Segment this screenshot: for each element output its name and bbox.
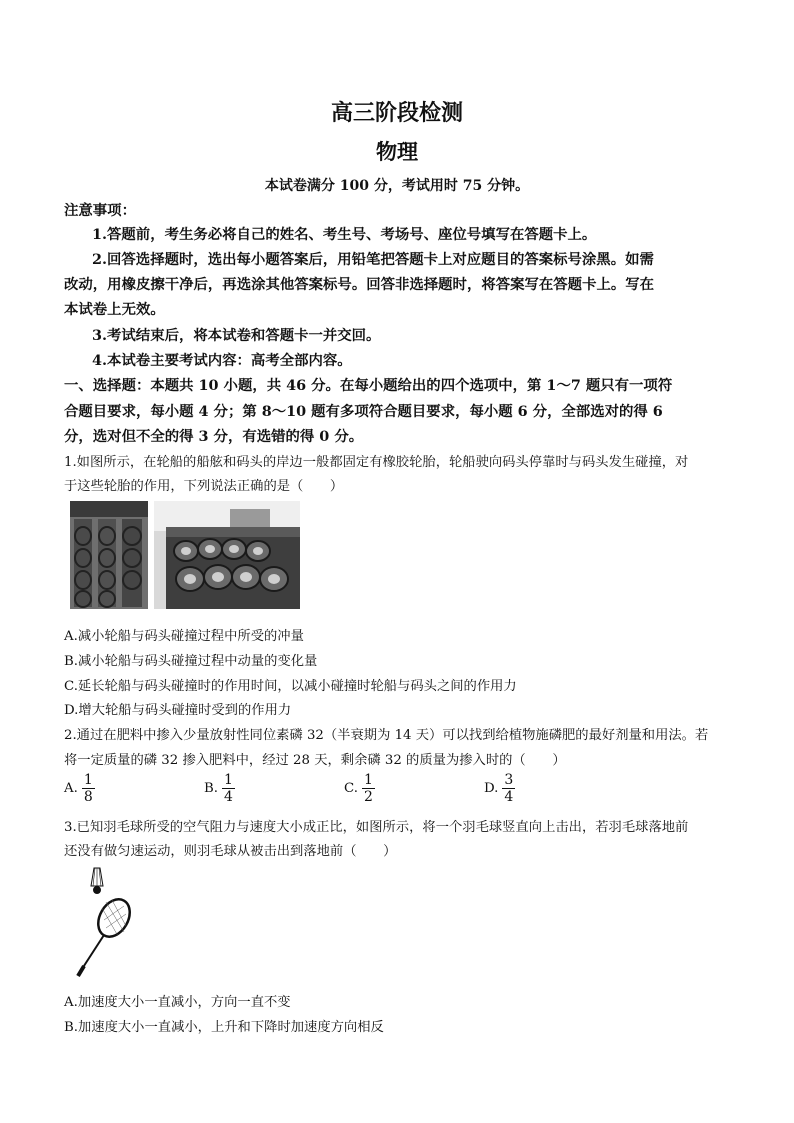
section-instruction: 分，选对但不全的得 3 分，有选错的得 0 分。	[64, 428, 364, 445]
note-line: 1.答题前，考生务必将自己的姓名、考生号、考场号、座位号填写在答题卡上。	[92, 226, 597, 243]
racket-icon	[78, 894, 136, 976]
exam-info: 本试卷满分 100 分，考试用时 75 分钟。	[264, 178, 530, 194]
badminton-racket-figure	[66, 864, 146, 980]
fraction: $\frac{1}{4}$	[224, 772, 233, 805]
tire-fender-photo	[70, 501, 300, 609]
fraction: $\frac{1}{8}$	[83, 772, 93, 805]
question-1-stem: 1.如图所示，在轮船的船舷和码头的岸边一般都固定有橡胶轮胎，轮船驶向码头停靠时与码头发生碰撞，对	[64, 455, 689, 470]
notes-heading: 注意事项：	[64, 202, 136, 219]
option-c: C.延长轮船与码头碰撞时的作用时间，以减小碰撞时轮船与码头之间的作用力	[64, 679, 517, 694]
option-b: B.减小轮船与码头碰撞过程中动量的变化量	[64, 654, 318, 669]
note-line: 3.考试结束后，将本试卷和答题卡一并交回。	[92, 327, 381, 344]
question-3-stem: 还没有做匀速运动，则羽毛球从被击出到落地前（ ）	[64, 844, 397, 859]
option-c	[344, 772, 375, 805]
note-line: 本试卷上无效。	[64, 301, 165, 318]
option-a	[64, 772, 95, 805]
shuttlecock-icon	[91, 868, 103, 894]
fraction: $\frac{3}{4}$	[504, 772, 514, 805]
option-label: D.	[484, 781, 499, 796]
option-label: C.	[344, 781, 358, 796]
question-2-stem: 将一定质量的磷 32 掺入肥料中，经过 28 天，剩余磷 32 的质量为掺入时的（ ）	[64, 753, 566, 768]
note-line: 2.回答选择题时，选出每小题答案后，用铅笔把答题卡上对应题目的答案标号涂黑。如需	[92, 251, 654, 268]
option-b	[204, 772, 235, 805]
subject-title: 物理	[376, 139, 418, 164]
option-d	[484, 772, 515, 805]
option-label: B.	[204, 781, 218, 796]
option-d: D.增大轮船与码头碰撞时受到的作用力	[64, 703, 292, 718]
note-line: 改动，用橡皮擦干净后，再选涂其他答案标号。回答非选择题时，将答案写在答题卡上。写在	[64, 276, 655, 293]
question-2-stem: 2.通过在肥料中掺入少量放射性同位素磷 32（半衰期为 14 天）可以找到给植物施磷肥的最好剂量和用法。若	[64, 728, 709, 743]
option-a: A.减小轮船与码头碰撞过程中所受的冲量	[64, 629, 304, 644]
question-1-stem: 于这些轮胎的作用，下列说法正确的是（ ）	[64, 479, 344, 494]
option-label: A.	[64, 781, 78, 796]
section-instruction: 一、选择题：本题共 10 小题，共 46 分。在每小题给出的四个选项中，第 1～7 题只有一项符	[64, 377, 673, 394]
section-instruction: 合题目要求，每小题 4 分；第 8～10 题有多项符合题目要求，每小题 6 分，全部选对的得 6	[64, 403, 663, 420]
option-b: B.加速度大小一直减小，上升和下降时加速度方向相反	[64, 1020, 384, 1035]
fraction: $\frac{1}{2}$	[363, 772, 373, 805]
note-line: 4.本试卷主要考试内容：高考全部内容。	[92, 352, 352, 369]
exam-title: 高三阶段检测	[330, 100, 463, 126]
option-a: A.加速度大小一直减小，方向一直不变	[64, 995, 291, 1010]
question-3-stem: 3.已知羽毛球所受的空气阻力与速度大小成正比，如图所示，将一个羽毛球竖直向上击出，若羽毛球落地前	[64, 820, 689, 835]
